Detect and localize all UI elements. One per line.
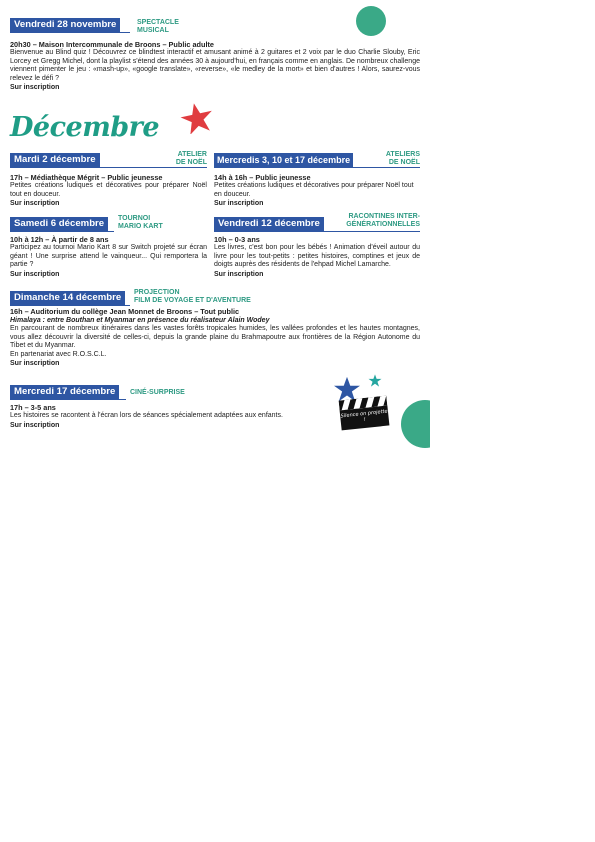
date-underline — [214, 167, 420, 168]
event-date-badge: Vendredi 12 décembre — [214, 217, 324, 231]
event-dec-6 — [10, 215, 207, 279]
red-star-icon — [180, 102, 214, 134]
event-description: Petites créations ludiques et décoratives pour préparer Noël tout en douceur. — [214, 182, 414, 198]
registration-note: Sur inscription — [10, 84, 60, 92]
event-date-badge: Mercredi 17 décembre — [10, 385, 119, 399]
event-description: Petites créations ludiques et décoratives pour préparer Noël tout en douceur. — [10, 182, 207, 198]
registration-note: Sur inscription — [10, 270, 60, 278]
event-nov-28 — [10, 18, 420, 92]
event-description: Bienvenue au Blind quiz ! Découvrez ce blindtest interactif et amusant animé à 2 guitares et 2 voix par le duo Charlie Slouby, Eric Lorcey et Gregg Michel, dont la playlist s'étend des années 30 à aujourd'hui, en français comme en anglais. De nombreux challenge viennent pimenter le jeu : «mash-up», «google translate», «reverse», «le medley de la mort» et bien d'autres ! Alors, saurez-vous relevez le défi ? — [10, 49, 420, 82]
event-description: Participez au tournoi Mario Kart 8 sur Switch projeté sur écran géant ! Une surprise attend le vainqueur... Qui remportera la partie ? — [10, 244, 207, 269]
date-underline — [10, 231, 114, 232]
event-category-tag: CINÉ-SURPRISE — [130, 389, 185, 396]
clapperboard-icon — [339, 396, 390, 431]
month-title: Décembre — [10, 112, 160, 143]
event-dec-3-10-17 — [214, 151, 420, 208]
teal-star-icon — [368, 374, 382, 387]
date-underline — [10, 399, 126, 400]
event-dec-12 — [214, 213, 420, 279]
event-description: Les histoires se racontent à l'écran lors de séances spécialement adaptées aux enfants. — [10, 412, 283, 419]
event-category-tag: TOURNOI MARIO KART — [118, 215, 163, 230]
event-category-tag: ATELIER DE NOËL — [175, 151, 207, 166]
event-description: En parcourant de nombreux itinéraires dans les vastes forêts tropicales humides, les vallées profondes et les hautes montagnes, vous allez découvrir la diversité de celles-ci, depuis la grande plaine du Brahmapoutre aux frontières de la Région Autonome du Tibet et du Myanmar. — [10, 325, 420, 350]
date-underline — [10, 167, 207, 168]
event-film-title: Himalaya : entre Bouthan et Myanmar en présence du réalisateur Alain Wodey — [10, 317, 270, 324]
event-header: 20h30 – Maison Intercommunale de Broons – Public adulte — [10, 40, 214, 49]
event-date-badge: Vendredi 28 novembre — [10, 18, 120, 32]
registration-note: Sur inscription — [10, 421, 60, 429]
event-date-badge: Samedi 6 décembre — [10, 217, 108, 231]
event-category-tag: RACONTINES INTER- GÉNÉRATIONNELLES — [346, 213, 420, 228]
event-header: 10h à 12h – À partir de 8 ans — [10, 235, 109, 244]
event-date-badge: Mercredis 3, 10 et 17 décembre — [214, 153, 353, 167]
registration-note: Sur inscription — [214, 270, 264, 278]
event-date-badge: Mardi 2 décembre — [10, 153, 100, 167]
event-header: 17h – 3-5 ans — [10, 403, 56, 412]
date-underline — [214, 231, 420, 232]
event-header: 14h à 16h – Public jeunesse — [214, 173, 311, 182]
event-header: 10h – 0-3 ans — [214, 235, 260, 244]
event-header: 17h – Médiathèque Mégrit – Public jeunesse — [10, 173, 163, 182]
event-partner: En partenariat avec R.O.S.C.L. — [10, 350, 107, 358]
event-description: Les livres, c'est bon pour les bébés ! Animation d'éveil autour du livre pour les tout-petits : petites histoires, comptines et jeux de doigts auprès des résidents de l'ehpad Michel Lamarche. — [214, 244, 420, 269]
registration-note: Sur inscription — [214, 200, 264, 208]
event-header: 16h – Auditorium du collège Jean Monnet de Broons – Tout public — [10, 307, 240, 316]
event-category-tag: PROJECTION FILM DE VOYAGE ET D'AVENTURE — [134, 289, 251, 304]
event-dec-2 — [10, 151, 207, 208]
date-underline — [10, 305, 130, 306]
clapper-caption: Silence on projette ! — [340, 408, 388, 424]
registration-note: Sur inscription — [10, 200, 60, 208]
date-underline — [10, 32, 130, 33]
event-date-badge: Dimanche 14 décembre — [10, 291, 125, 305]
event-dec-14 — [10, 289, 420, 368]
registration-note: Sur inscription — [10, 360, 60, 368]
event-category-tag: SPECTACLE MUSICAL — [137, 19, 179, 34]
event-category-tag: ATELIERS DE NOËL — [385, 151, 420, 166]
